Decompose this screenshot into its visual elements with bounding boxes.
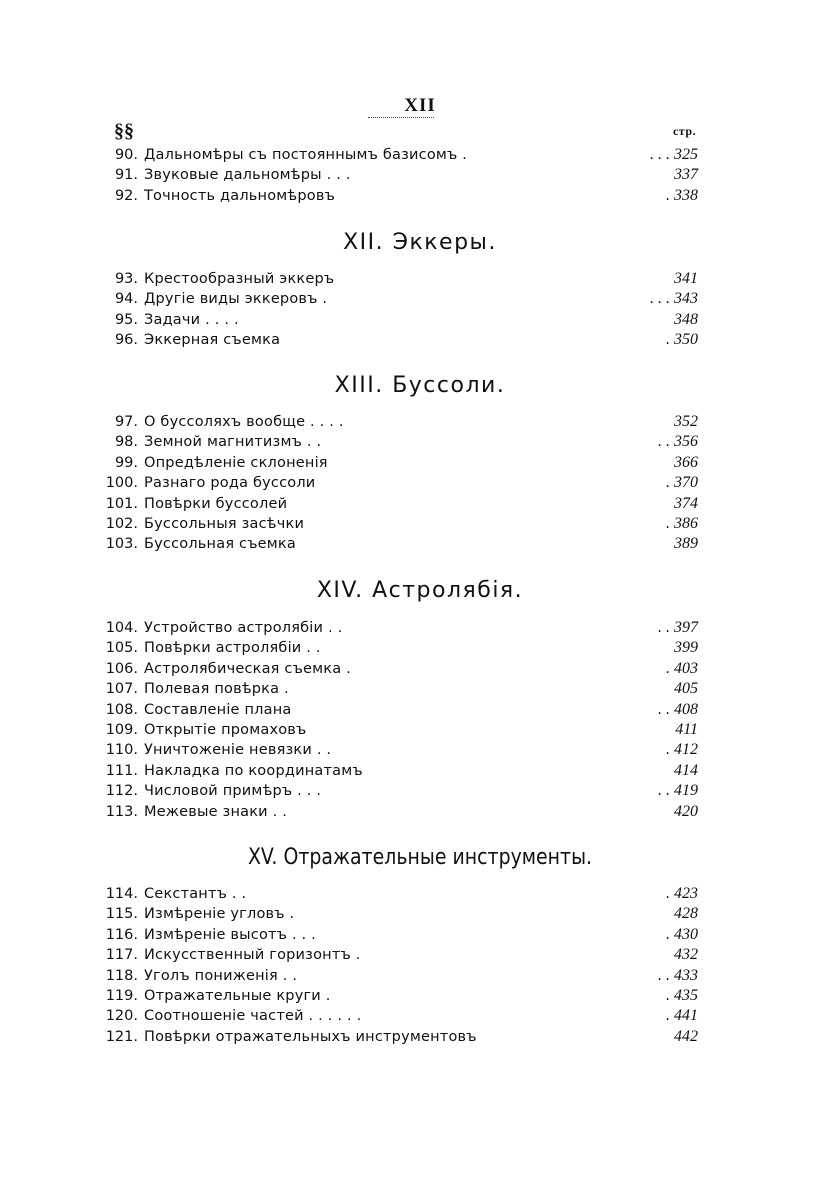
- toc-entry: 99. Опредѣленіе склоненія 366: [114, 453, 698, 471]
- toc-entry: 112. Числовой примѣръ . . . . . 419: [105, 782, 698, 800]
- toc-entry: 107. Полевая повѣрка . 405: [105, 680, 698, 698]
- section-heading-xii: XII. Эккеры.: [343, 230, 497, 255]
- toc-entry: 111. Накладка по координатамъ 414: [105, 761, 698, 779]
- toc-entry: 120. Соотношеніе частей . . . . . . . 441: [105, 1007, 698, 1025]
- toc-section-xiv: [0, 618, 840, 822]
- toc-entry: 116. Измѣреніе высотъ . . . . 430: [105, 925, 698, 943]
- toc-entry: 93. Крестообразный эккеръ 341: [114, 270, 698, 287]
- toc-entry: 91. Звуковые дальномѣры . . . 337: [114, 166, 698, 184]
- toc-entry: 115. Измѣреніе угловъ . 428: [105, 905, 698, 923]
- toc-entry: 118. Уголъ пониженія . . . . 433: [105, 966, 698, 984]
- toc-entry: 119. Отражательные круги . . 435: [105, 986, 698, 1004]
- toc-entry: 98. Земной магнитизмъ . . . . 356: [114, 433, 698, 451]
- toc-entry: 96. Эккерная съемка . 350: [114, 331, 698, 349]
- section-heading-xv: XV. Отражательные инструменты.: [247, 845, 593, 870]
- toc-entry: 106. Астролябическая съемка . . 403: [105, 659, 698, 677]
- toc-entry: 102. Буссольныя засѣчки . 386: [105, 514, 698, 532]
- toc-section-xiii: [0, 412, 840, 555]
- toc-entry: 90. Дальномѣры съ постояннымъ базисомъ . . . . 325: [114, 146, 698, 163]
- running-head-page-number: XII: [404, 95, 436, 116]
- column-head-section: §§: [114, 120, 134, 142]
- toc-entry: 110. Уничтоженіе невязки . . . 412: [105, 741, 698, 759]
- toc-entry: 101. Повѣрки буссолей 374: [105, 494, 698, 512]
- running-head-rule: [368, 117, 434, 118]
- toc-entry: 117. Искусственный горизонтъ . 432: [105, 946, 698, 964]
- toc-entry: 94. Другіе виды эккеровъ . . . . 343: [114, 290, 698, 308]
- toc-entry: 108. Составленіе плана . . 408: [105, 700, 698, 718]
- toc-entry: 114. Секстантъ . . . 423: [105, 885, 698, 902]
- toc-entry: 104. Устройство астролябіи . . . . 397: [105, 619, 698, 636]
- toc-entry: 121. Повѣрки отражательныхъ инструментовъ 442: [105, 1027, 698, 1045]
- toc-section-continued: [0, 145, 840, 206]
- section-heading-xiv: XIV. Астролябія.: [316, 578, 524, 603]
- toc-entry: 105. Повѣрки астролябіи . . 399: [105, 639, 698, 657]
- toc-entry: 95. Задачи . . . . 348: [114, 310, 698, 328]
- toc-entry: 113. Межевые знаки . . 420: [105, 802, 698, 820]
- toc-section-xv: [0, 884, 840, 1047]
- section-heading-xiii: XIII. Буссоли.: [334, 373, 506, 398]
- toc-entry: 100. Разнаго рода буссоли . 370: [105, 474, 698, 492]
- column-head-page: стр.: [672, 124, 696, 138]
- toc-entry: 92. Точность дальномѣровъ . 338: [114, 186, 698, 204]
- toc-entry: 109. Открытіе промаховъ 411: [105, 720, 698, 738]
- toc-section-xii: [0, 269, 840, 351]
- toc-entry: 103. Буссольная съемка 389: [105, 535, 698, 553]
- toc-entry: 97. О буссоляхъ вообще . . . . 352: [114, 413, 698, 430]
